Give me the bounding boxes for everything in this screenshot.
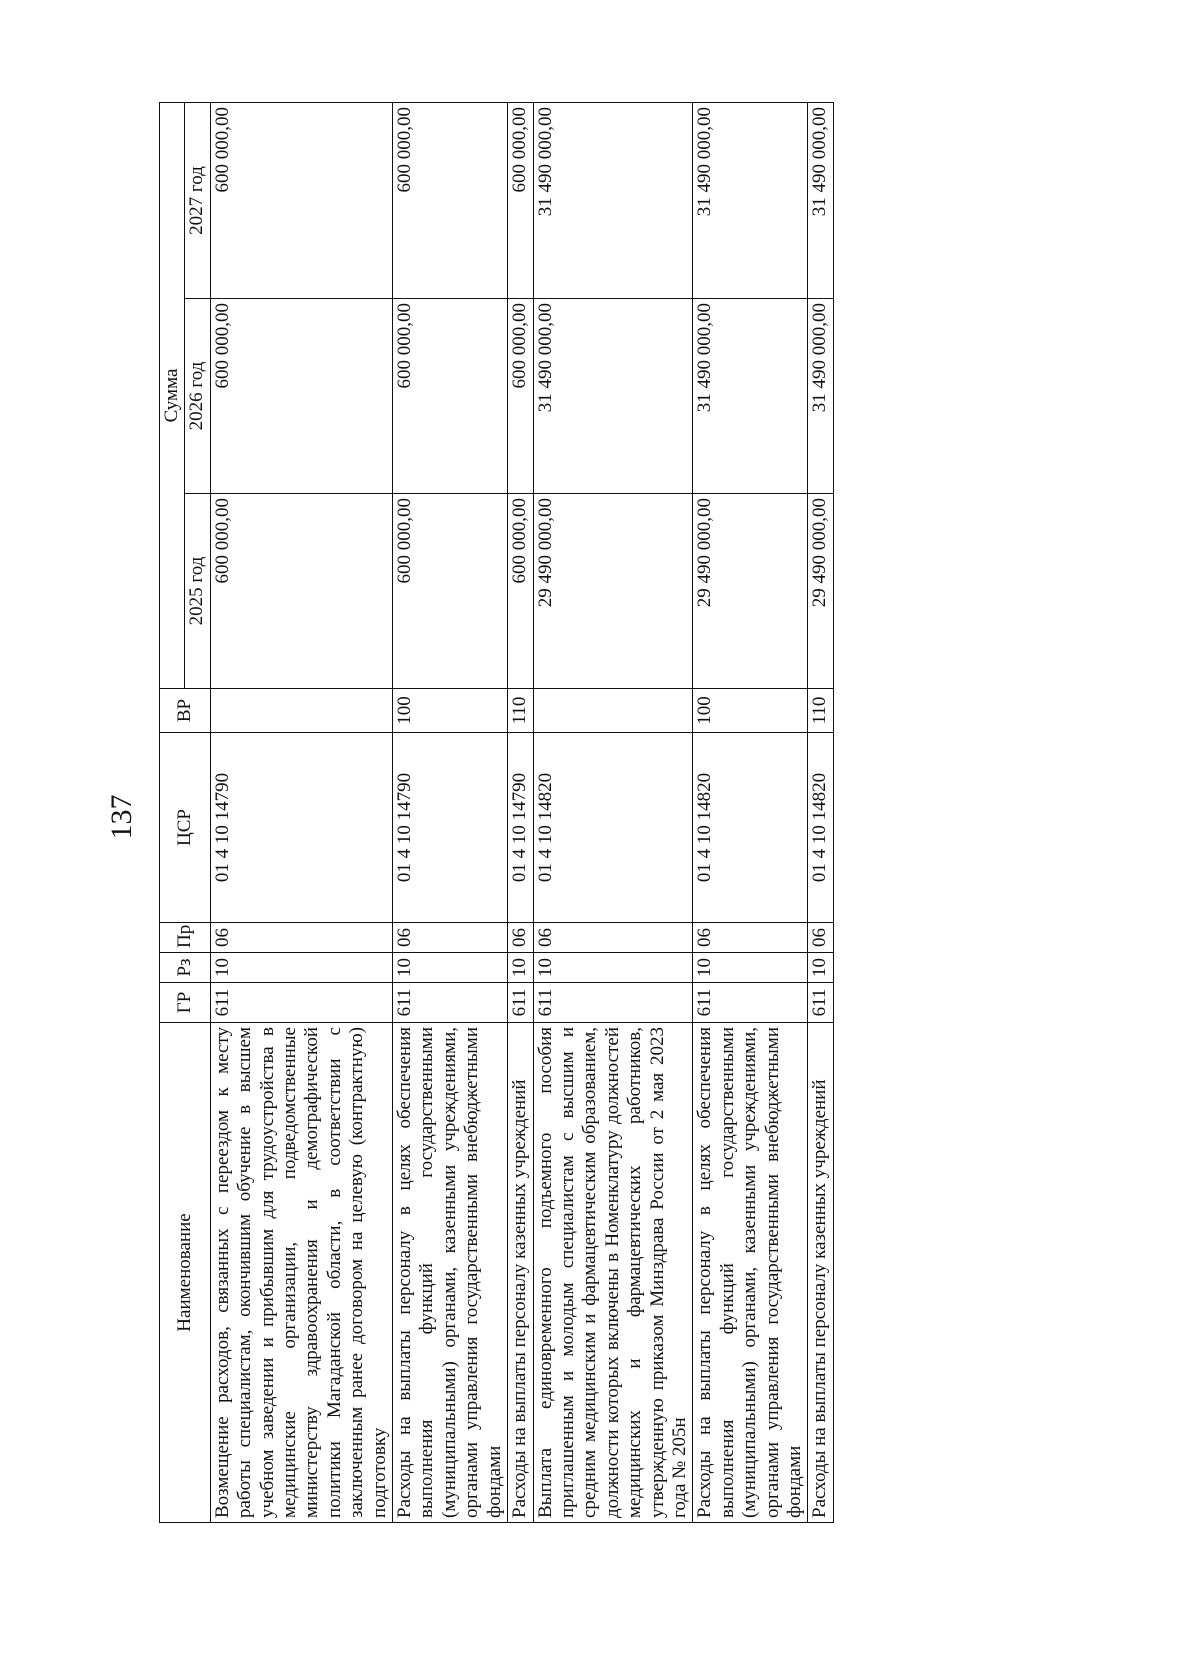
budget-table-rotated: [159, 103, 919, 1523]
row-2026: 600 000,00: [393, 299, 508, 494]
row-gr: 611: [210, 983, 392, 1023]
row-csr: 01 4 10 14790: [393, 733, 508, 923]
header-2025: 2025 год: [185, 494, 210, 689]
row-gr: 611: [393, 983, 508, 1023]
row-gr: 611: [533, 983, 693, 1023]
row-2025: 29 490 000,00: [533, 494, 693, 689]
row-2026: 31 490 000,00: [808, 299, 833, 494]
row-name: Расходы на выплаты персоналу в целях обеспечения выполнения функций государственными (муниципальными) органами, казенными учреждениями, органами управления государственными внебюджетными фондами: [693, 1023, 808, 1523]
row-2025: 600 000,00: [210, 494, 392, 689]
row-vr: [533, 689, 693, 733]
row-rz: 10: [508, 953, 533, 983]
row-csr: 01 4 10 14820: [533, 733, 693, 923]
table-row: [508, 103, 533, 1523]
row-pr: 06: [533, 923, 693, 953]
row-2026: 600 000,00: [508, 299, 533, 494]
header-name: Наименование: [160, 1023, 211, 1523]
row-name: Возмещение расходов, связанных с переездом к месту работы специалистам, окончившим обучение в высшем учебном заведении и прибывшим для трудоустройства в медицинские организации, подведомственные министерству здравоохранения и демографической политики Магаданской области, в соответствии с заключенным ранее договором на целевую (контрактную) подготовку: [210, 1023, 392, 1523]
row-2025: 29 490 000,00: [808, 494, 833, 689]
row-gr: 611: [693, 983, 808, 1023]
row-2025: 600 000,00: [393, 494, 508, 689]
table-row: [210, 103, 392, 1523]
table-row: [393, 103, 508, 1523]
row-csr: 01 4 10 14790: [508, 733, 533, 923]
row-2026: 31 490 000,00: [533, 299, 693, 494]
row-gr: 611: [808, 983, 833, 1023]
page-number: 137: [105, 794, 138, 840]
header-row-1: [160, 103, 185, 1523]
header-rz: Рз: [160, 953, 211, 983]
row-name: Расходы на выплаты персоналу казенных учреждений: [808, 1023, 833, 1523]
budget-table-frame: [159, 103, 919, 1523]
row-vr: [210, 689, 392, 733]
header-2026: 2026 год: [185, 299, 210, 494]
header-vr: ВР: [160, 689, 211, 733]
row-csr: 01 4 10 14790: [210, 733, 392, 923]
row-vr: 110: [808, 689, 833, 733]
row-vr: 100: [693, 689, 808, 733]
row-name: Расходы на выплаты персоналу в целях обеспечения выполнения функций государственными (муниципальными) органами, казенными учреждениями, органами управления государственными внебюджетными фондами: [393, 1023, 508, 1523]
row-rz: 10: [808, 953, 833, 983]
row-gr: 611: [508, 983, 533, 1023]
row-2025: 29 490 000,00: [693, 494, 808, 689]
row-2027: 600 000,00: [393, 103, 508, 299]
header-pr: Пр: [160, 923, 211, 953]
row-2027: 600 000,00: [508, 103, 533, 299]
row-2025: 600 000,00: [508, 494, 533, 689]
table-row: [808, 103, 833, 1523]
row-csr: 01 4 10 14820: [693, 733, 808, 923]
header-2027: 2027 год: [185, 103, 210, 299]
row-2027: 31 490 000,00: [808, 103, 833, 299]
row-pr: 06: [210, 923, 392, 953]
row-vr: 110: [508, 689, 533, 733]
row-rz: 10: [210, 953, 392, 983]
table-row: [693, 103, 808, 1523]
row-name: Выплата единовременного подъемного пособия приглашенным и молодым специалистам с высшим и средним медицинским и фармацевтическим образованием, должности которых включены в Номенклатуру должностей медицинских и фармацевтических работников, утвержденную приказом Минздрава России от 2 мая 2023 года № 205н: [533, 1023, 693, 1523]
row-pr: 06: [393, 923, 508, 953]
header-sum: Сумма: [160, 103, 185, 689]
row-vr: 100: [393, 689, 508, 733]
row-pr: 06: [693, 923, 808, 953]
row-rz: 10: [533, 953, 693, 983]
table-row: [533, 103, 693, 1523]
row-2026: 600 000,00: [210, 299, 392, 494]
row-pr: 06: [808, 923, 833, 953]
row-csr: 01 4 10 14820: [808, 733, 833, 923]
row-2027: 600 000,00: [210, 103, 392, 299]
row-2027: 31 490 000,00: [533, 103, 693, 299]
row-name: Расходы на выплаты персоналу казенных учреждений: [508, 1023, 533, 1523]
row-pr: 06: [508, 923, 533, 953]
row-rz: 10: [393, 953, 508, 983]
row-2026: 31 490 000,00: [693, 299, 808, 494]
budget-table: [159, 102, 834, 1523]
row-2027: 31 490 000,00: [693, 103, 808, 299]
row-rz: 10: [693, 953, 808, 983]
header-gr: ГР: [160, 983, 211, 1023]
header-csr: ЦСР: [160, 733, 211, 923]
